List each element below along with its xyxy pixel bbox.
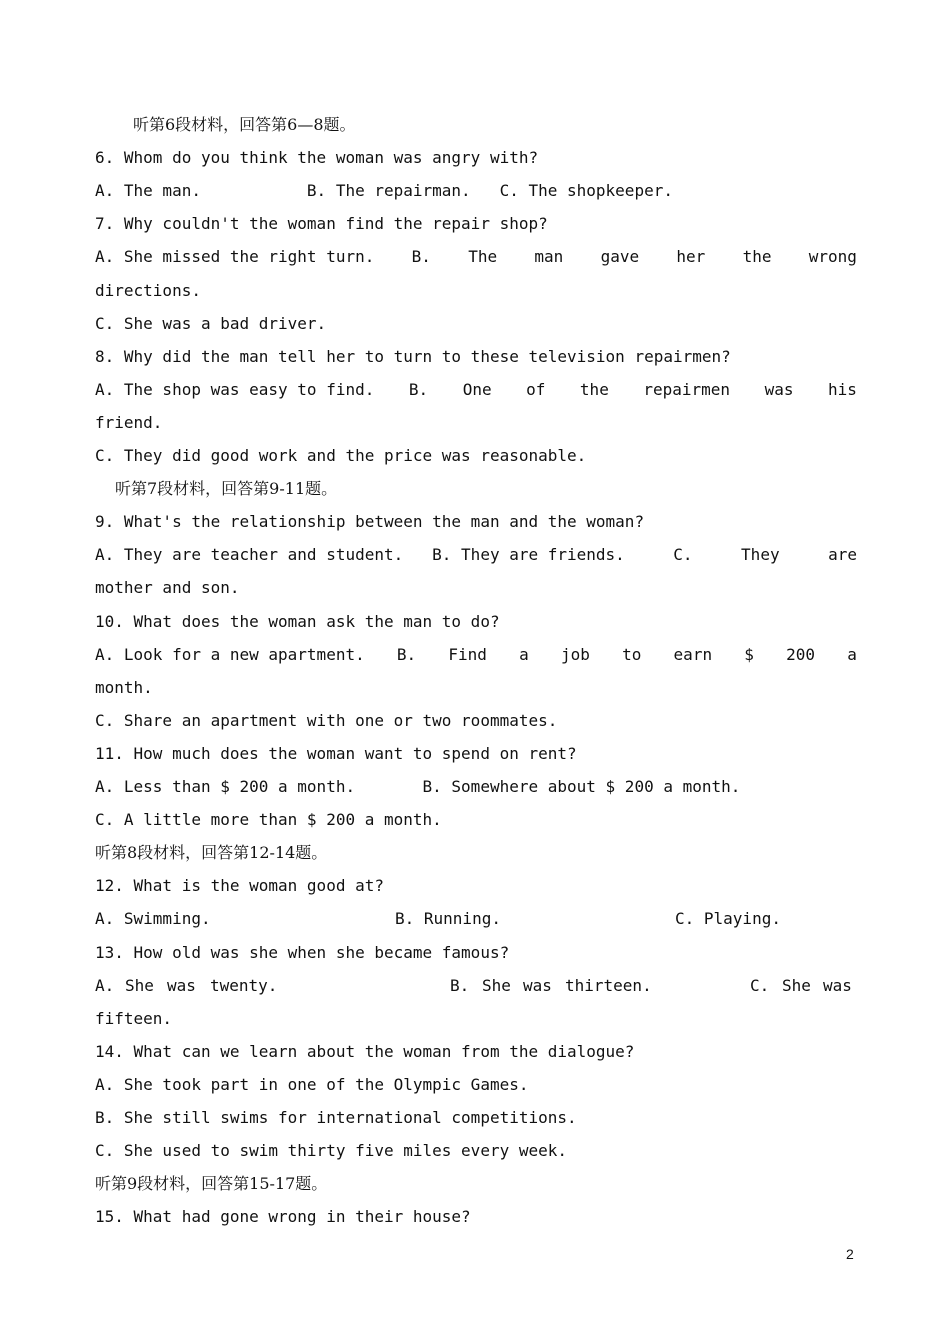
text-line: 15. What had gone wrong in their house? xyxy=(95,1207,471,1226)
text-segment: They xyxy=(741,545,780,564)
text-segment: 200 xyxy=(786,645,816,664)
text-segment: was xyxy=(823,976,852,995)
text-line: A. She took part in one of the Olympic Games. xyxy=(95,1075,529,1094)
text-segment: thirteen. xyxy=(565,976,652,995)
text-segment: $ xyxy=(744,645,754,664)
text-segment: A. Look for a new apartment. xyxy=(95,645,365,664)
text-line: 听第9段材料，回答第15-17题。 xyxy=(95,1174,328,1193)
text-line: friend. xyxy=(95,413,163,432)
text-segment: A. The shop was easy to find. xyxy=(95,380,375,399)
text-segment: She xyxy=(125,976,154,995)
text-segment: the xyxy=(579,380,609,399)
text-line: month. xyxy=(95,678,153,697)
text-segment: B. xyxy=(396,645,417,664)
text-line: C. She used to swim thirty five miles every week. xyxy=(95,1141,568,1160)
text-segment: her xyxy=(676,247,706,266)
text-segment: C. xyxy=(673,545,693,564)
text-segment: earn xyxy=(673,645,713,664)
text-line: C. They did good work and the price was reasonable. xyxy=(95,446,587,465)
text-segment: Find xyxy=(448,645,487,664)
text-line: 10. What does the woman ask the man to do? xyxy=(95,612,500,631)
text-segment: She xyxy=(782,976,811,995)
text-line: 13. How old was she when she became famous? xyxy=(95,943,510,962)
text-segment: job xyxy=(560,645,590,664)
text-segment: A. They are teacher and student. B. They are friends. xyxy=(95,545,625,564)
text-line: A. The man. B. The repairman. C. The shopkeeper. xyxy=(95,181,673,200)
text-segment: a xyxy=(519,645,529,664)
text-line: fifteen. xyxy=(95,1009,173,1028)
text-line xyxy=(95,542,857,568)
text-line: 14. What can we learn about the woman from the dialogue? xyxy=(95,1042,635,1061)
text-line: 7. Why couldn't the woman find the repair shop? xyxy=(95,214,548,233)
text-line: 听第8段材料，回答第12-14题。 xyxy=(95,843,328,862)
text-segment: repairmen xyxy=(643,380,731,399)
text-segment: C. Playing. xyxy=(675,909,781,928)
text-segment: his xyxy=(828,380,857,399)
text-segment: B. xyxy=(411,247,431,266)
text-line: directions. xyxy=(95,281,201,300)
text-segment: She xyxy=(482,976,511,995)
text-segment: A. xyxy=(95,976,115,995)
text-segment: the xyxy=(742,247,772,266)
text-line: mother and son. xyxy=(95,578,240,597)
text-segment: One xyxy=(462,380,492,399)
text-segment: wrong xyxy=(808,247,857,266)
text-line: 9. What's the relationship between the man and the woman? xyxy=(95,512,645,531)
text-line: 11. How much does the woman want to spend on rent? xyxy=(95,744,577,763)
text-line xyxy=(95,906,857,932)
text-line: 6. Whom do you think the woman was angry with? xyxy=(95,148,539,167)
text-line: 12. What is the woman good at? xyxy=(95,876,384,895)
text-segment: was xyxy=(764,380,794,399)
text-segment: C. xyxy=(750,976,770,995)
text-segment: was xyxy=(167,976,196,995)
text-segment: twenty. xyxy=(210,976,278,995)
text-segment: gave xyxy=(600,247,640,266)
text-segment: a xyxy=(847,645,857,664)
text-line xyxy=(95,973,857,999)
text-line: C. A little more than $ 200 a month. xyxy=(95,810,442,829)
text-line: C. Share an apartment with one or two roommates. xyxy=(95,711,558,730)
text-segment: to xyxy=(622,645,642,664)
text-line: 8. Why did the man tell her to turn to these television repairmen? xyxy=(95,347,731,366)
text-segment: The xyxy=(468,247,498,266)
text-line xyxy=(95,377,857,403)
text-line: B. She still swims for international competitions. xyxy=(95,1108,577,1127)
text-segment: B. Running. xyxy=(395,909,501,928)
text-line xyxy=(95,642,857,668)
text-segment: A. Swimming. xyxy=(95,909,211,928)
text-line: 听第7段材料，回答第9-11题。 xyxy=(115,479,338,498)
page-number: 2 xyxy=(846,1246,854,1262)
text-line xyxy=(95,244,857,270)
text-segment: B. xyxy=(408,380,429,399)
text-segment: of xyxy=(526,380,546,399)
text-segment: was xyxy=(523,976,552,995)
text-line: A. Less than $ 200 a month. B. Somewhere about $ 200 a month. xyxy=(95,777,741,796)
text-line: C. She was a bad driver. xyxy=(95,314,327,333)
text-segment: A. She missed the right turn. xyxy=(95,247,375,266)
text-line: 听第6段材料，回答第6—8题。 xyxy=(133,115,356,134)
text-segment: B. xyxy=(450,976,470,995)
text-segment: man xyxy=(534,247,564,266)
text-segment: are xyxy=(828,545,857,564)
